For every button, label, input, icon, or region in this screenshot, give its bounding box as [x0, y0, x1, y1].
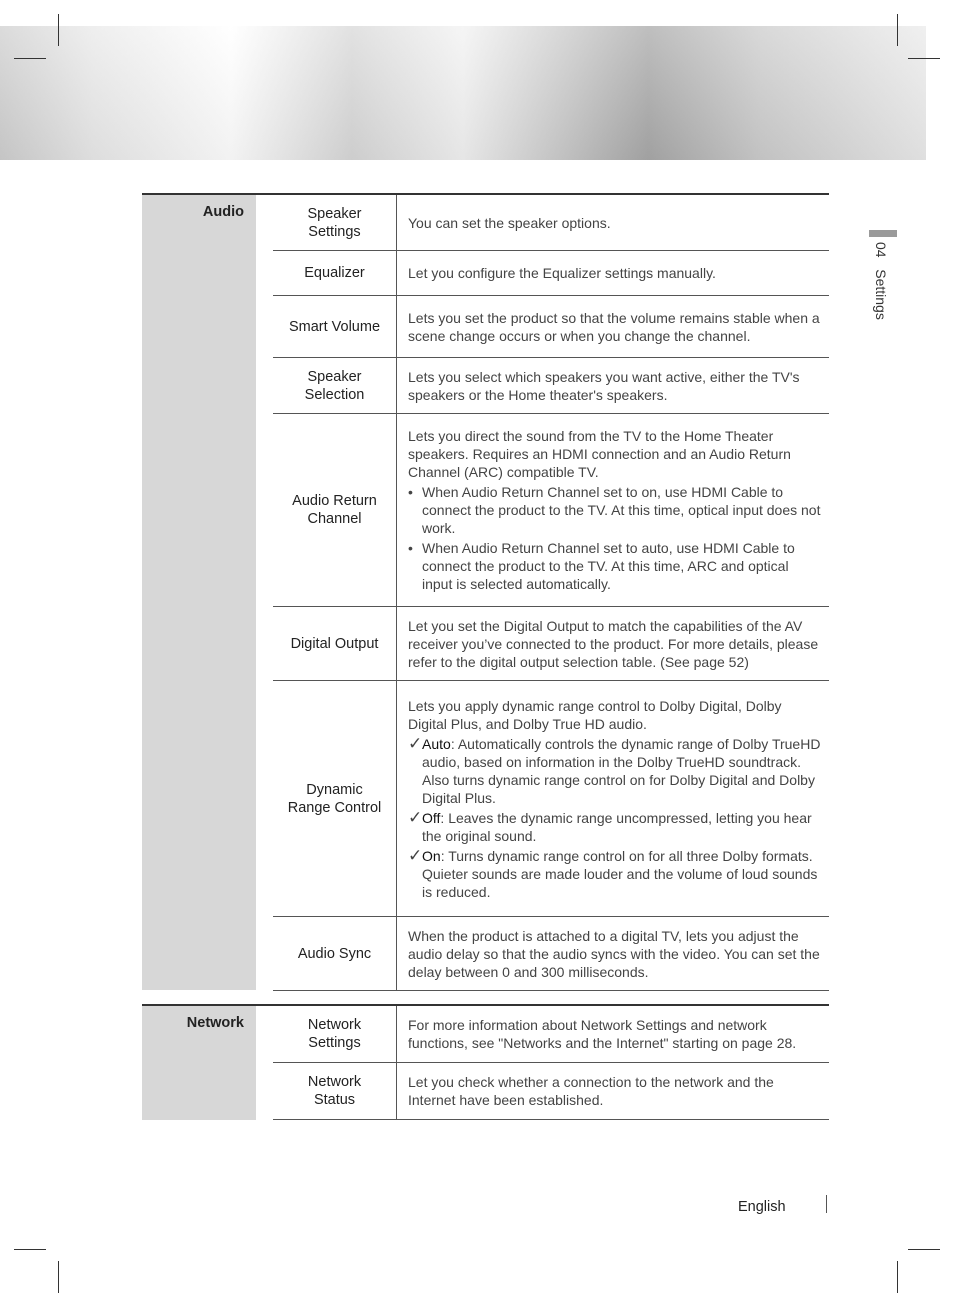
description-text: Lets you direct the sound from the TV to the Home Theater speakers. Requires an HDMI connection and an Audio Return Channel (ARC) compatible TV. [408, 428, 791, 480]
setting-name-text: Network Status [307, 1074, 362, 1108]
setting-name [273, 296, 397, 357]
option-item [408, 847, 821, 901]
setting-name-text: Equalizer [304, 265, 365, 281]
crop-mark [897, 14, 898, 46]
crop-mark [908, 58, 940, 59]
bullet-text: When Audio Return Channel set to on, use HDMI Cable to connect the product to the TV. At this time, optical input does not work. [422, 484, 821, 536]
option-detail: : Automatically controls the dynamic range of Dolby TrueHD audio, based on information in the Dolby TrueHD soundtrack. Also turns dynamic range control on for Dolby Digital and Dolby Digital Plus. [422, 735, 821, 806]
setting-description [397, 917, 829, 990]
option-item [408, 735, 821, 807]
bullet-text: When Audio Return Channel set to auto, use HDMI Cable to connect the product to the TV. At this time, ARC and optical input is selected automatically. [422, 540, 795, 592]
option-term: Auto [422, 735, 451, 752]
setting-name-text: Speaker Selection [304, 368, 365, 403]
description-text: Let you configure the Equalizer settings manually. [408, 265, 716, 281]
setting-name-text: Digital Output [290, 635, 379, 652]
table-row [273, 358, 829, 414]
category-network: Network [142, 1006, 256, 1120]
setting-name [273, 414, 397, 606]
table-row [273, 251, 829, 296]
crop-mark [14, 58, 46, 59]
crop-mark [908, 1249, 940, 1250]
footer-rule [826, 1195, 827, 1213]
setting-description [397, 251, 829, 295]
checkmark-icon: ✓ [408, 845, 423, 865]
setting-name [273, 607, 397, 680]
setting-name [273, 1063, 397, 1119]
option-detail: : Leaves the dynamic range uncompressed, letting you hear the original sound. [422, 809, 812, 844]
description-text: Lets you select which speakers you want active, either the TV's speakers or the Home theater's speakers. [408, 368, 800, 403]
audio-rows [273, 195, 829, 991]
setting-name-text: Speaker Settings [307, 205, 362, 240]
audio-section [142, 193, 829, 990]
checkmark-icon: ✓ [408, 733, 423, 753]
chapter-label: 04 Settings [873, 242, 889, 320]
setting-description [397, 358, 829, 413]
table-row [273, 414, 829, 607]
table-row [273, 195, 829, 251]
chapter-side-tab [869, 230, 897, 350]
option-detail: : Turns dynamic range control on for all three Dolby formats. Quieter sounds are made louder and the volume of loud sounds is reduced. [422, 847, 818, 900]
bullet-item [408, 539, 821, 593]
checkmark-icon: ✓ [408, 807, 423, 827]
setting-name [273, 1006, 397, 1062]
setting-name [273, 195, 397, 250]
option-text [422, 847, 821, 901]
description-text: Let you check whether a connection to the network and the Internet have been established. [408, 1074, 774, 1108]
description-text: Let you set the Digital Output to match the capabilities of the AV receiver you’ve connected to the product. For more details, please refer to the digital output selection table. (See page 52) [408, 617, 819, 670]
table-row [273, 1063, 829, 1120]
description-text: When the product is attached to a digital TV, lets you adjust the audio delay so that the audio syncs with the video. You can set the delay between 0 and 300 milliseconds. [408, 927, 820, 980]
setting-description [397, 195, 829, 250]
table-row [273, 917, 829, 991]
bullet-icon: • [408, 484, 413, 500]
setting-name-text: Smart Volume [288, 318, 381, 335]
option-text [422, 809, 821, 845]
crop-mark [58, 1261, 59, 1293]
setting-name [273, 917, 397, 990]
description-text: For more information about Network Settings and network functions, see "Networks and the Internet" starting on page 28. [408, 1017, 797, 1051]
setting-name-text: Dynamic Range Control [287, 781, 382, 816]
option-item [408, 809, 821, 845]
setting-name [273, 358, 397, 413]
setting-name [273, 681, 397, 916]
setting-description [397, 607, 829, 680]
setting-description [397, 1063, 829, 1119]
setting-description [397, 414, 829, 606]
setting-description [397, 681, 829, 916]
setting-name-text: Audio Return Channel [292, 493, 377, 527]
chapter-tab-bar [869, 230, 897, 237]
footer-language: English [738, 1199, 786, 1215]
description-text: Lets you apply dynamic range control to Dolby Digital, Dolby Digital Plus, and Dolby True HD audio. [408, 697, 782, 732]
bullet-item [408, 483, 821, 537]
crop-mark [58, 14, 59, 46]
crop-mark [897, 1261, 898, 1293]
bullet-icon: • [408, 540, 413, 556]
option-term: On [422, 847, 441, 864]
setting-name [273, 251, 397, 295]
description-text: You can set the speaker options. [408, 214, 611, 231]
setting-name-text: Network Settings [307, 1017, 362, 1051]
setting-description [397, 1006, 829, 1062]
setting-name-text: Audio Sync [297, 945, 372, 962]
table-row [273, 681, 829, 917]
setting-description [397, 296, 829, 357]
network-section [142, 1004, 829, 1120]
table-row [273, 607, 829, 681]
network-rows [273, 1006, 829, 1120]
option-text [422, 735, 821, 807]
crop-mark [14, 1249, 46, 1250]
table-row [273, 1006, 829, 1063]
header-band [0, 26, 926, 160]
table-row [273, 296, 829, 358]
description-text: Lets you set the product so that the volume remains stable when a scene change occurs or when you change the channel. [408, 309, 820, 344]
category-audio: Audio [142, 195, 256, 990]
option-term: Off [422, 809, 441, 826]
